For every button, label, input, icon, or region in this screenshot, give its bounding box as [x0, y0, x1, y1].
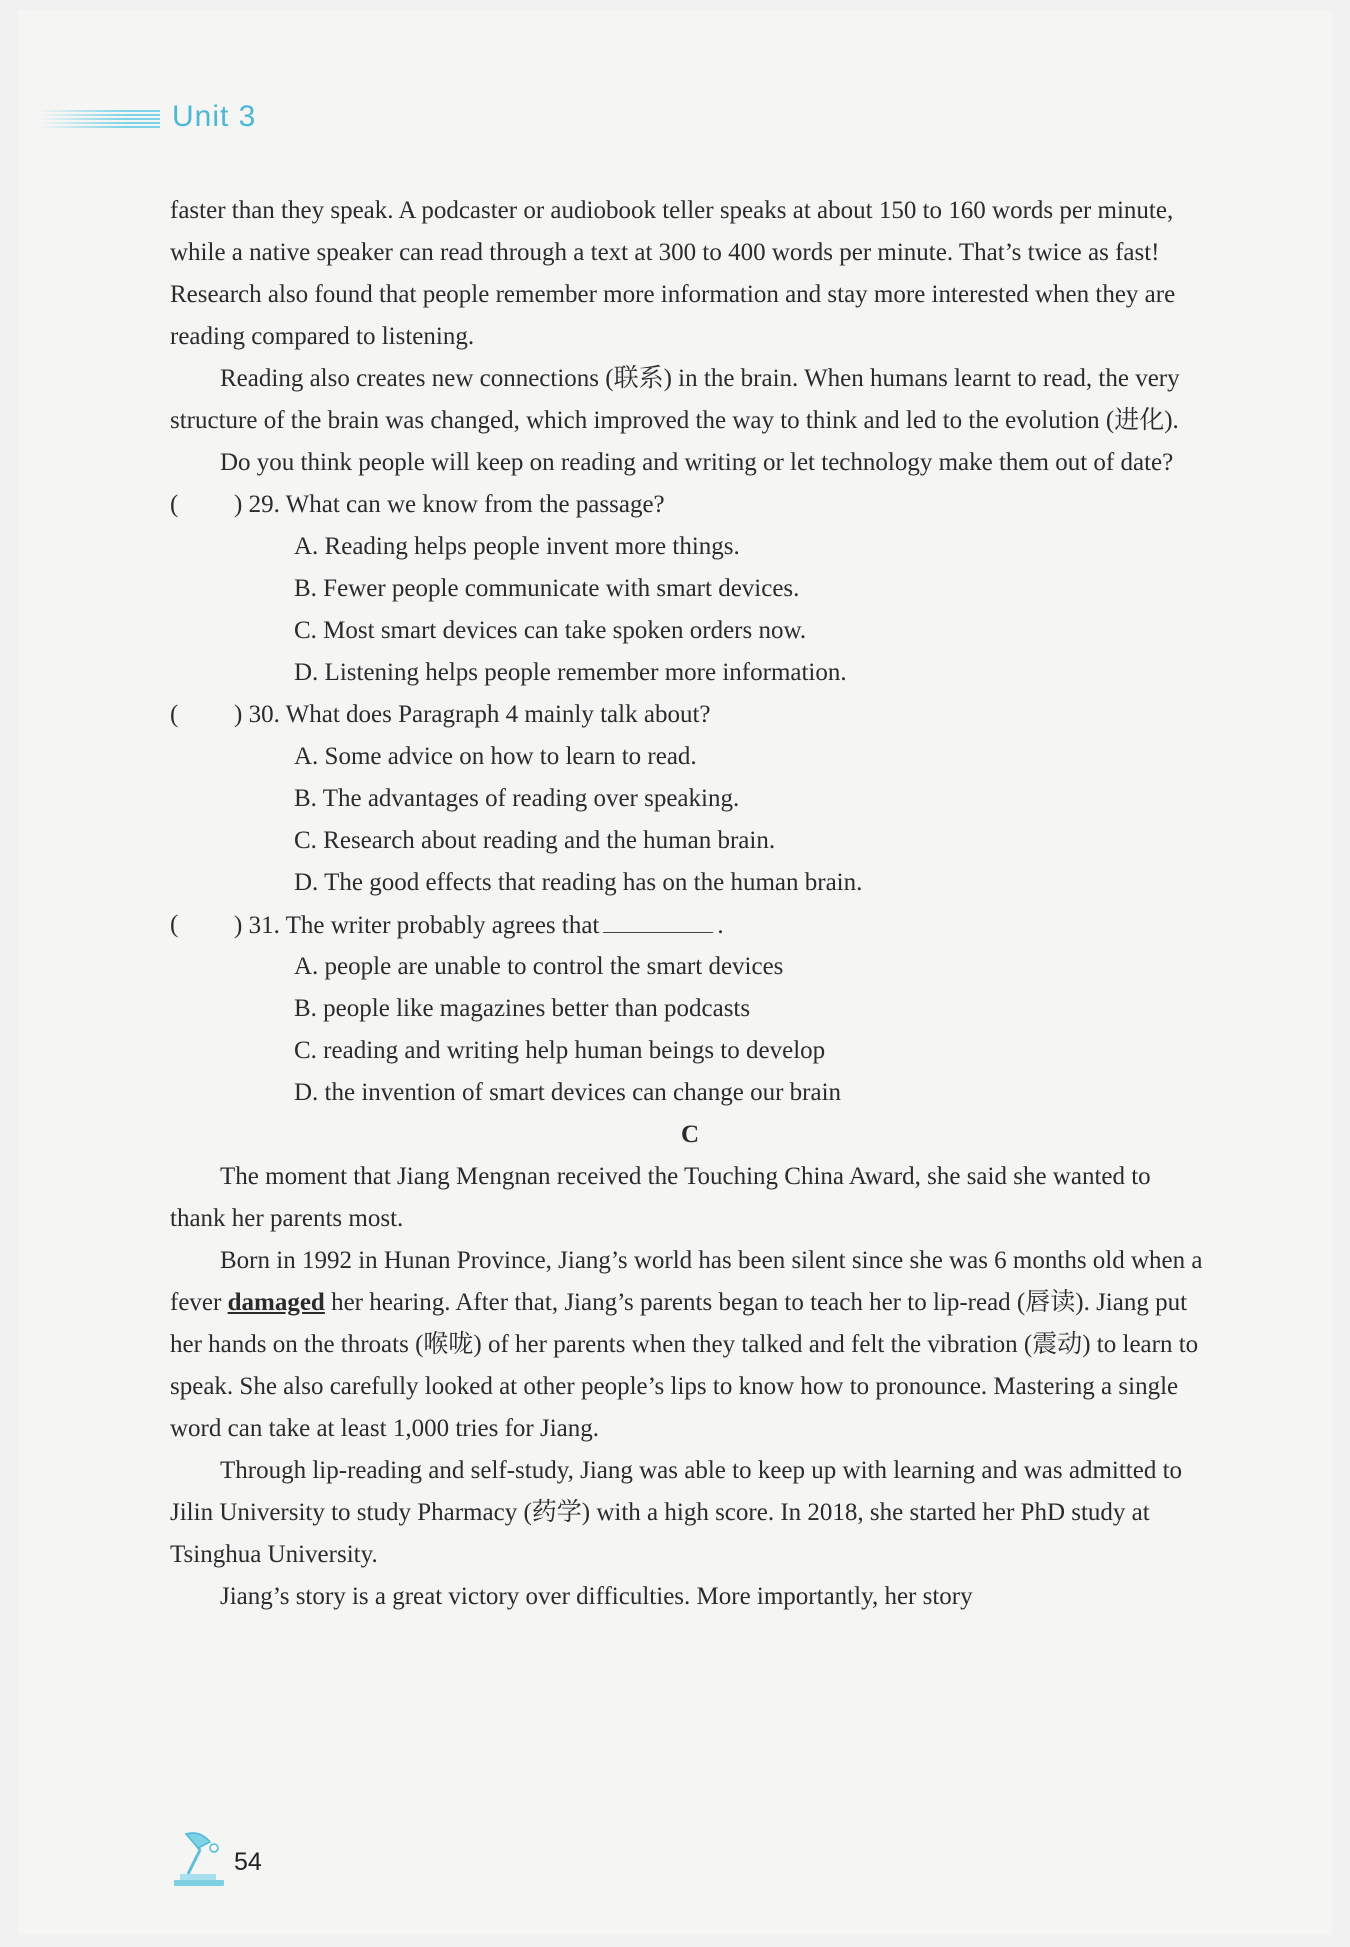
question-29-option-c: C. Most smart devices can take spoken orders now.	[294, 617, 807, 644]
desk-lamp-icon	[170, 1830, 230, 1890]
unit-header	[40, 100, 340, 140]
question-30-text: ) 30. What does Paragraph 4 mainly talk about?	[234, 701, 711, 728]
question-29-text: ) 29. What can we know from the passage?	[234, 491, 665, 518]
text-content	[170, 190, 1210, 1618]
header-stripes-decoration	[40, 110, 160, 130]
paragraph-3: Do you think people will keep on reading and writing or let technology make them out of date?	[220, 449, 1174, 476]
page-footer	[170, 1830, 370, 1890]
question-29-option-b: B. Fewer people communicate with smart devices.	[294, 575, 800, 602]
question-30-option-d: D. The good effects that reading has on the human brain.	[294, 869, 863, 896]
question-30-option-a: A. Some advice on how to learn to read.	[294, 743, 697, 770]
unit-title: Unit 3	[172, 100, 257, 133]
section-c-paragraph-3: Through lip-reading and self-study, Jiang was able to keep up with learning and was admitted to Jilin University to study Pharmacy (药学) with a high score. In 2018, she started her PhD study at Tsinghua University.	[170, 1457, 1183, 1568]
page-number: 54	[234, 1848, 262, 1876]
section-c-paragraph-4: Jiang’s story is a great victory over difficulties. More importantly, her story	[220, 1583, 973, 1610]
paragraph-1: faster than they speak. A podcaster or audiobook teller speaks at about 150 to 160 words per minute, while a native speaker can read through a text at 300 to 400 words per minute. That’s twice as fast! Research also found that people remember more information and stay more interested when they are reading compared to listening.	[170, 197, 1176, 350]
answer-blank	[603, 904, 713, 933]
section-c-paragraph-2-start: Born in 1992 in Hunan Province, Jiang’s world has been silent since she was 6 months old when a fever	[170, 1247, 1203, 1316]
highlighted-word: damaged	[227, 1289, 325, 1316]
section-c-paragraph-2-end: her hearing. After that, Jiang’s parents began to teach her to lip-read (唇读). Jiang put her hands on the throats (喉咙) of her parents when they talked and felt the vibration (震动) to learn to speak. She also carefully looked at other people’s lips to know how to pronounce. Mastering a single word can take at least 1,000 tries for Jiang.	[170, 1289, 1199, 1442]
question-31	[170, 904, 1210, 946]
answer-paren: (	[170, 911, 179, 938]
question-29-option-d: D. Listening helps people remember more information.	[294, 659, 847, 686]
question-31-suffix: .	[717, 912, 724, 939]
section-c-paragraph-2	[170, 1240, 1210, 1450]
question-31-option-c: C. reading and writing help human beings to develop	[294, 1037, 826, 1064]
question-29	[170, 484, 1210, 526]
section-c-paragraph-1: The moment that Jiang Mengnan received the Touching China Award, she said she wanted to thank her parents most.	[170, 1163, 1151, 1232]
question-29-option-a: A. Reading helps people invent more things.	[294, 533, 740, 560]
page	[18, 10, 1332, 1935]
question-30-option-c: C. Research about reading and the human brain.	[294, 827, 776, 854]
answer-paren: (	[170, 701, 179, 728]
question-30	[170, 694, 1210, 736]
question-31-option-b: B. people like magazines better than podcasts	[294, 995, 751, 1022]
question-30-option-b: B. The advantages of reading over speaking.	[294, 785, 740, 812]
question-31-text-wrap	[234, 904, 724, 947]
section-c-heading: C	[680, 1121, 700, 1148]
question-31-option-a: A. people are unable to control the smart devices	[294, 953, 784, 980]
answer-paren: (	[170, 491, 179, 518]
question-31-text: ) 31. The writer probably agrees that	[234, 912, 600, 939]
paragraph-2: Reading also creates new connections (联系) in the brain. When humans learnt to read, the very structure of the brain was changed, which improved the way to think and led to the evolution (进化).	[170, 365, 1180, 434]
question-31-option-d: D. the invention of smart devices can change our brain	[294, 1079, 842, 1106]
